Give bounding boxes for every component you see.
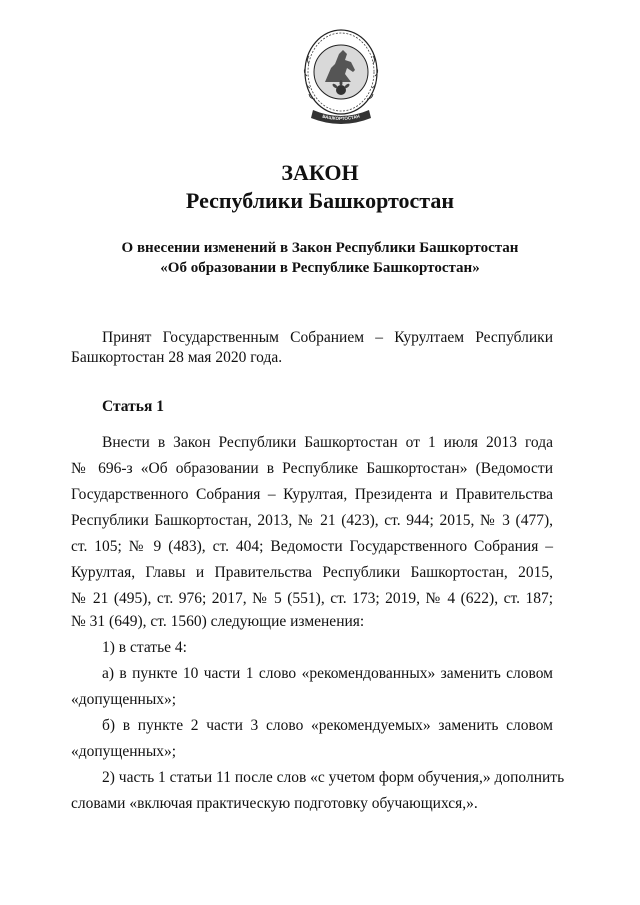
law-title-line-2: «Об образовании в Республике Башкортостан» [160,260,480,276]
article-line: Республики Башкортостан, 2013, № 21 (423), ст. 944; 2015, № 3 (477), [71,512,553,529]
article-heading: Статья 1 [102,398,164,415]
law-republic-heading: Республики Башкортостан [185,188,455,213]
article-item: словами «включая практическую подготовку обучающихся,». [71,795,478,812]
article-item: «допущенных»; [71,743,177,760]
emblem-ribbon-text: БАШКОРТОСТАН [321,113,361,122]
adoption-line-2: Башкортостан 28 мая 2020 года. [71,349,283,366]
adoption-line-1: Принят Государственным Собранием – Курултаем Республики [102,329,553,346]
law-title-line-1: О внесении изменений в Закон Республики Башкортостан [121,240,519,256]
article-line: № 31 (649), ст. 1560) следующие изменения: [71,613,365,630]
article-line: ст. 105; № 9 (483), ст. 404; Ведомости Государственного Собрания – [71,538,553,555]
article-line: № 696-з «Об образовании в Республике Башкортостан» (Ведомости [71,460,553,477]
article-line: Курултая, Главы и Правительства Республики Башкортостан, 2015, [71,564,553,581]
article-line: Внести в Закон Республики Башкортостан от 1 июля 2013 года [102,434,553,451]
article-line: Государственного Собрания – Курултая, Президента и Правительства [71,486,553,503]
coat-of-arms-emblem [301,24,381,129]
article-item: 2) часть 1 статьи 11 после слов «с учетом форм обучения,» дополнить [102,769,565,786]
article-item: а) в пункте 10 части 1 слово «рекомендованных» заменить словом [102,665,553,682]
article-item: б) в пункте 2 части 3 слово «рекомендуемых» заменить словом [102,717,553,734]
article-line: № 21 (495), ст. 976; 2017, № 5 (551), ст. 173; 2019, № 4 (622), ст. 187; [71,590,553,607]
article-item: 1) в статье 4: [102,639,187,656]
article-item: «допущенных»; [71,691,177,708]
law-heading: ЗАКОН [281,160,359,185]
